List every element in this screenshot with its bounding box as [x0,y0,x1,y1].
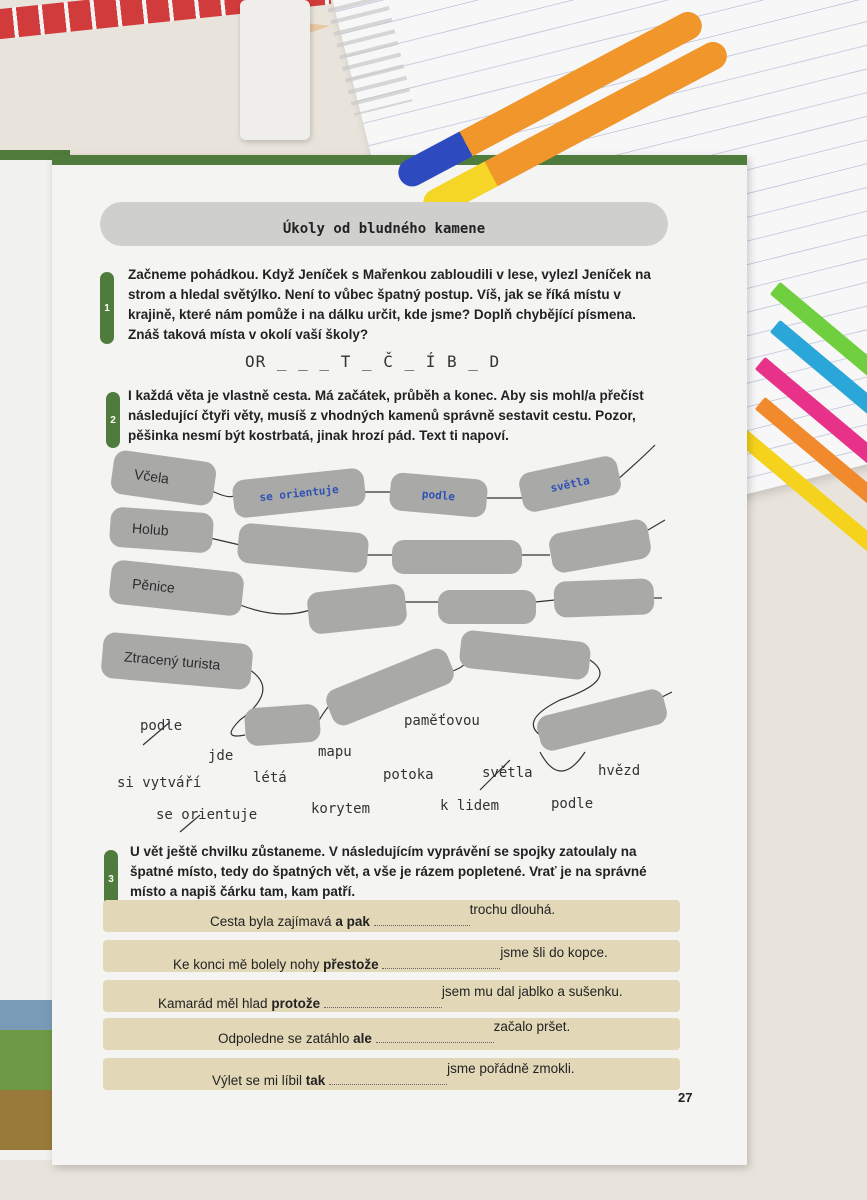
word: se orientuje [156,807,258,823]
sentence: Cesta byla zajímavá a pak trochu dlouhá. [210,902,556,929]
start-stone: Pěnice [108,559,245,617]
start-stone: Ztracený turista [100,632,253,691]
page-title: Úkoly od bludného kamene [100,202,668,246]
word: potoka [383,767,434,783]
sentence: Kamarád měl hlad protože jsem mu dal jablko a sušenku. [158,984,623,1011]
empty-stone[interactable] [553,578,654,617]
start-stone: Včela [109,449,217,507]
word: světla [482,765,533,781]
sentence: Výlet se mi líbil tak jsme pořádně zmokli. [212,1061,575,1088]
task-1-answer: OR _ _ _ T _ Č _ Í B _ D [245,352,501,371]
word: podle [140,718,183,734]
filled-stone: světla [517,454,623,514]
sentence: Odpoledne se zatáhlo ale začalo pršet. [218,1019,571,1046]
page-number: 27 [678,1090,693,1105]
word: k lidem [440,798,500,814]
filled-stone: podle [389,472,489,518]
task-number-badge: 3 [104,850,118,908]
word: mapu [318,744,352,760]
word: hvězd [598,763,641,779]
task-1-text: Začneme pohádkou. Když Jeníček s Mařenkou zabloudili v lese, vylezl Jeníček na strom a hledal světýlko. Není to vůbec špatný postup. Víš, jak se říká místu v krajině, které nám pomůže i na dálku určit, kde jsme? Doplň chybějící písmena. Znáš taková místa v okolí vaší školy? [128,267,651,342]
word: létá [253,770,287,786]
word: si vytváří [117,775,202,791]
word: jde [208,748,234,764]
empty-stone[interactable] [392,540,522,574]
sentence: Ke konci mě bolely nohy přestože jsme šli do kopce. [173,945,608,972]
start-stone: Holub [109,506,215,553]
task-3-text: U vět ještě chvilku zůstaneme. V následujícím vyprávění se spojky zatoulaly na špatné místo, tedy do špatných vět, a vše je rázem popletené. Vrať je na správné místo a napiš čárku tam, kam patří. [130,844,647,899]
word: korytem [311,801,371,817]
task-number-badge: 1 [100,272,114,344]
task-2-text: I každá věta je vlastně cesta. Má začátek, průběh a konec. Aby sis mohl/a přečíst následující čtyři věty, musíš z vhodných kamenů správně sestavit cestu. Pozor, pěšinka nesmí být kostrbatá, jinak hrozí pád. Text ti napoví. [128,388,644,443]
word: paměťovou [404,713,480,729]
empty-stone[interactable] [438,590,536,624]
word: podle [551,796,594,812]
filled-stone: se orientuje [231,467,366,519]
task-number-badge: 2 [106,392,120,448]
empty-stone[interactable] [244,703,321,746]
